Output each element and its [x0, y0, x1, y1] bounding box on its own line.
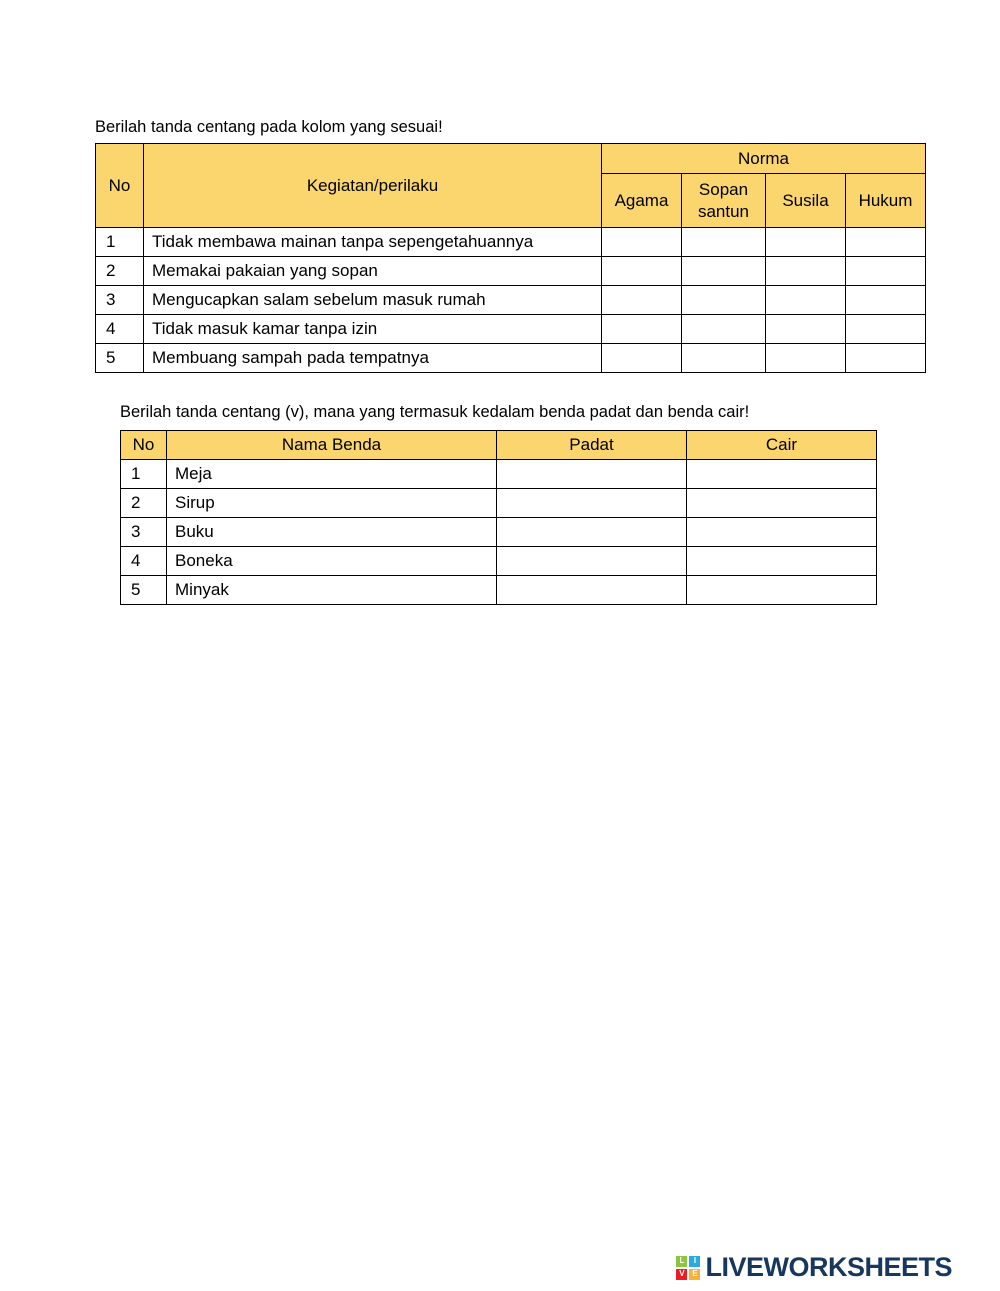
benda-name: Boneka [167, 547, 497, 576]
benda-answer-cair-3[interactable] [687, 518, 877, 547]
instruction-benda: Berilah tanda centang (v), mana yang termasuk kedalam benda padat dan benda cair! [120, 403, 750, 421]
logo-tile-v: V [676, 1269, 687, 1280]
norma-answer-sopan-1[interactable] [682, 228, 766, 257]
norma-answer-hukum-3[interactable] [846, 286, 926, 315]
benda-answer-padat-1[interactable] [497, 460, 687, 489]
benda-name: Buku [167, 518, 497, 547]
benda-header-nama: Nama Benda [167, 431, 497, 460]
norma-header-no: No [96, 144, 144, 228]
logo-tile-l: L [676, 1256, 687, 1267]
kegiatan-text: Mengucapkan salam sebelum masuk rumah [144, 286, 602, 315]
benda-answer-cair-2[interactable] [687, 489, 877, 518]
norma-answer-hukum-5[interactable] [846, 344, 926, 373]
norma-answer-agama-4[interactable] [602, 315, 682, 344]
liveworksheets-wordmark: LIVEWORKSHEETS [705, 1252, 952, 1282]
norma-answer-agama-3[interactable] [602, 286, 682, 315]
instruction-norma: Berilah tanda centang pada kolom yang sesuai! [95, 118, 443, 136]
table-row [121, 547, 877, 576]
row-number: 4 [96, 315, 144, 344]
row-number: 3 [96, 286, 144, 315]
benda-answer-padat-4[interactable] [497, 547, 687, 576]
benda-header-no: No [121, 431, 167, 460]
norma-header-susila: Susila [766, 174, 846, 228]
row-number: 2 [121, 489, 167, 518]
kegiatan-text: Tidak masuk kamar tanpa izin [144, 315, 602, 344]
benda-header-padat: Padat [497, 431, 687, 460]
benda-header-cair: Cair [687, 431, 877, 460]
kegiatan-text: Membuang sampah pada tempatnya [144, 344, 602, 373]
norma-answer-susila-5[interactable] [766, 344, 846, 373]
benda-answer-padat-2[interactable] [497, 489, 687, 518]
benda-table [120, 430, 877, 605]
norma-answer-hukum-2[interactable] [846, 257, 926, 286]
norma-header-kegiatan: Kegiatan/perilaku [144, 144, 602, 228]
liveworksheets-icon [676, 1256, 700, 1280]
table-row [121, 489, 877, 518]
row-number: 2 [96, 257, 144, 286]
norma-header-norma: Norma [602, 144, 926, 174]
benda-answer-padat-3[interactable] [497, 518, 687, 547]
norma-header-sopan-santun: Sopan santun [682, 174, 766, 228]
kegiatan-text: Tidak membawa mainan tanpa sepengetahuannya [144, 228, 602, 257]
logo-tile-i: I [689, 1256, 700, 1267]
table-row [96, 315, 926, 344]
table-row [121, 460, 877, 489]
benda-answer-cair-1[interactable] [687, 460, 877, 489]
row-number: 5 [96, 344, 144, 373]
table-row [121, 576, 877, 605]
row-number: 1 [96, 228, 144, 257]
row-number: 3 [121, 518, 167, 547]
benda-name: Meja [167, 460, 497, 489]
benda-answer-cair-5[interactable] [687, 576, 877, 605]
norma-answer-sopan-3[interactable] [682, 286, 766, 315]
norma-header-agama: Agama [602, 174, 682, 228]
table-row [96, 344, 926, 373]
norma-header-hukum: Hukum [846, 174, 926, 228]
benda-answer-cair-4[interactable] [687, 547, 877, 576]
logo-tile-e: E [689, 1269, 700, 1280]
row-number: 1 [121, 460, 167, 489]
norma-answer-sopan-4[interactable] [682, 315, 766, 344]
benda-name: Minyak [167, 576, 497, 605]
norma-answer-sopan-2[interactable] [682, 257, 766, 286]
norma-answer-agama-1[interactable] [602, 228, 682, 257]
benda-answer-padat-5[interactable] [497, 576, 687, 605]
norma-answer-susila-3[interactable] [766, 286, 846, 315]
table-row [121, 518, 877, 547]
table-row [96, 286, 926, 315]
norma-answer-hukum-1[interactable] [846, 228, 926, 257]
liveworksheets-logo[interactable] [676, 1254, 952, 1281]
norma-table [95, 143, 926, 373]
row-number: 5 [121, 576, 167, 605]
table-row [96, 228, 926, 257]
norma-answer-susila-2[interactable] [766, 257, 846, 286]
norma-answer-agama-5[interactable] [602, 344, 682, 373]
norma-answer-hukum-4[interactable] [846, 315, 926, 344]
norma-answer-sopan-5[interactable] [682, 344, 766, 373]
norma-answer-agama-2[interactable] [602, 257, 682, 286]
norma-answer-susila-4[interactable] [766, 315, 846, 344]
norma-answer-susila-1[interactable] [766, 228, 846, 257]
kegiatan-text: Memakai pakaian yang sopan [144, 257, 602, 286]
benda-name: Sirup [167, 489, 497, 518]
table-row [96, 257, 926, 286]
row-number: 4 [121, 547, 167, 576]
